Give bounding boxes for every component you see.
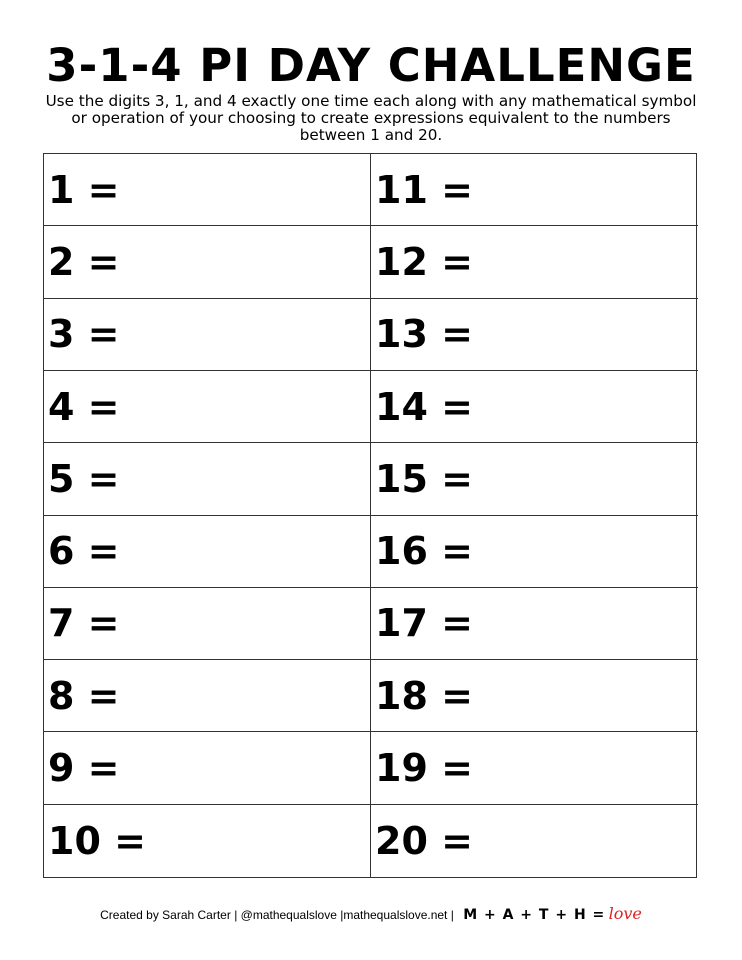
answer-cell[interactable]: [44, 226, 371, 298]
answer-cell[interactable]: [44, 732, 371, 804]
answer-cell[interactable]: [371, 805, 698, 877]
footer-brand: M + A + T + H =: [463, 907, 606, 923]
answer-grid: [43, 153, 697, 878]
answer-cell[interactable]: [44, 660, 371, 732]
cell-label: 15 =: [375, 456, 473, 501]
cell-label: 14 =: [375, 384, 473, 429]
answer-cell[interactable]: [371, 154, 698, 226]
footer-love-logo: love: [608, 904, 642, 923]
cell-label: 12 =: [375, 239, 473, 284]
answer-cell[interactable]: [44, 805, 371, 877]
cell-label: 3 =: [48, 312, 120, 357]
answer-cell[interactable]: [44, 154, 371, 226]
cell-label: 17 =: [375, 601, 473, 646]
cell-label: 2 =: [48, 239, 120, 284]
cell-label: 16 =: [375, 529, 473, 574]
page-title: 3-1-4 PI DAY CHALLENGE: [46, 39, 696, 92]
footer: [0, 904, 742, 923]
cell-label: 6 =: [48, 529, 120, 574]
instructions: Use the digits 3, 1, and 4 exactly one time each along with any mathematical symbol or operation of your choosing to create expressions equivalent to the numbers between 1 and 20.: [45, 92, 697, 144]
answer-cell[interactable]: [371, 226, 698, 298]
answer-cell[interactable]: [44, 588, 371, 660]
answer-cell[interactable]: [371, 299, 698, 371]
cell-label: 1 =: [48, 167, 120, 212]
answer-cell[interactable]: [44, 443, 371, 515]
cell-label: 19 =: [375, 746, 473, 791]
cell-label: 20 =: [375, 818, 473, 863]
cell-label: 5 =: [48, 456, 120, 501]
cell-label: 10 =: [48, 818, 146, 863]
answer-cell[interactable]: [371, 732, 698, 804]
answer-cell[interactable]: [371, 588, 698, 660]
answer-cell[interactable]: [371, 516, 698, 588]
answer-cell[interactable]: [44, 516, 371, 588]
cell-label: 11 =: [375, 167, 473, 212]
answer-cell[interactable]: [371, 660, 698, 732]
cell-label: 8 =: [48, 673, 120, 718]
cell-label: 13 =: [375, 312, 473, 357]
answer-cell[interactable]: [44, 299, 371, 371]
cell-label: 18 =: [375, 673, 473, 718]
cell-label: 7 =: [48, 601, 120, 646]
answer-cell[interactable]: [371, 443, 698, 515]
footer-credit: Created by Sarah Carter | @mathequalslove |mathequalslove.net |: [100, 908, 454, 922]
cell-label: 9 =: [48, 746, 120, 791]
answer-cell[interactable]: [44, 371, 371, 443]
cell-label: 4 =: [48, 384, 120, 429]
answer-cell[interactable]: [371, 371, 698, 443]
